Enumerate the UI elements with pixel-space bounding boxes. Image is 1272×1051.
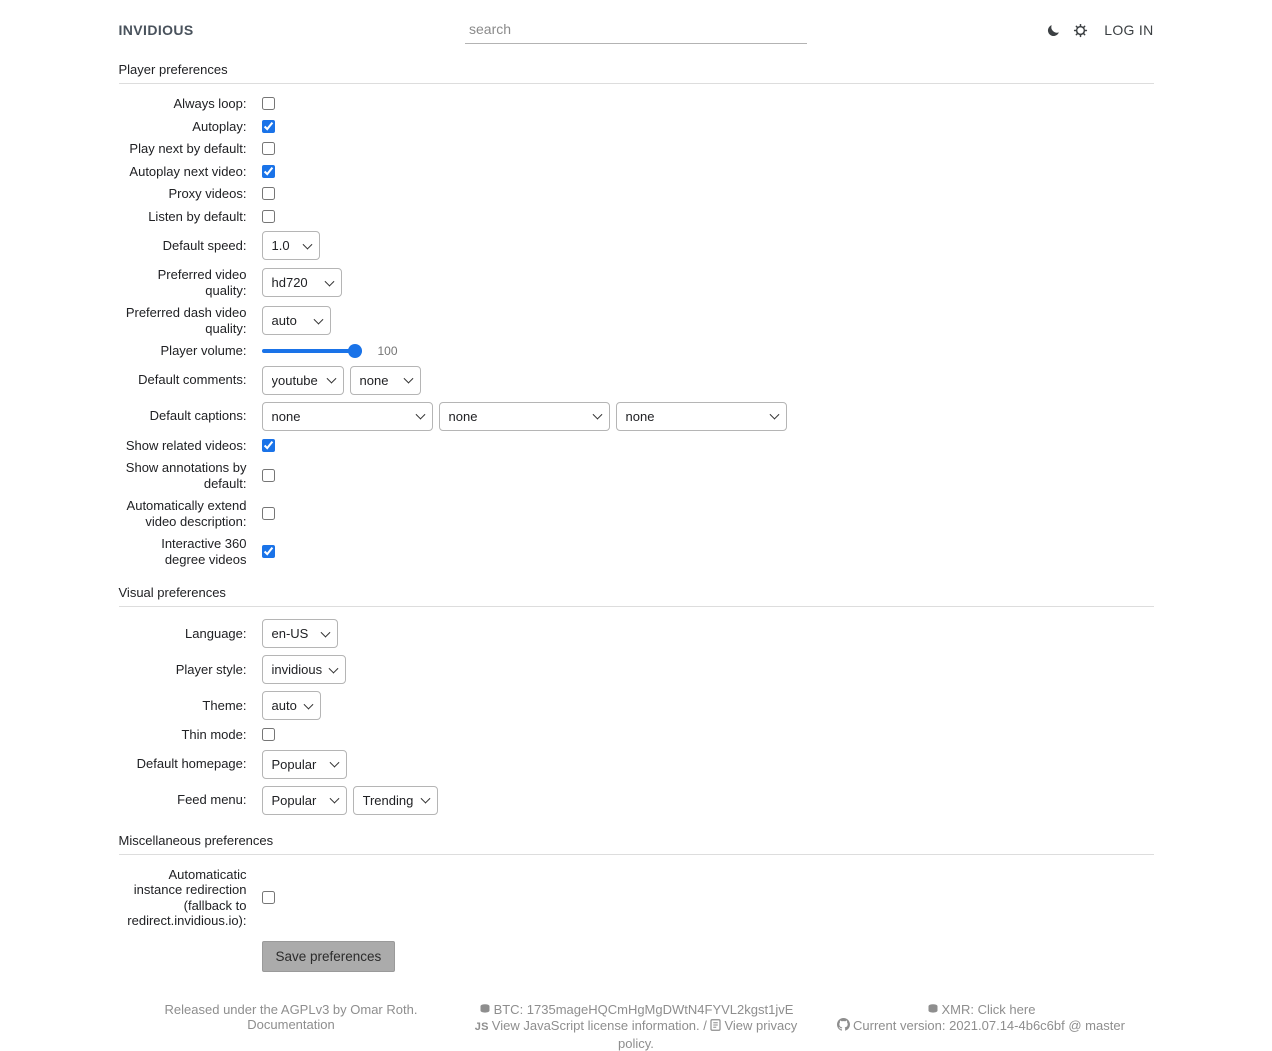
default-captions-label: Default captions: bbox=[119, 408, 247, 424]
video-quality-label: Preferred video quality: bbox=[119, 267, 247, 298]
player-volume-row bbox=[119, 343, 1154, 359]
search-input[interactable] bbox=[465, 17, 807, 44]
autoplay-next-label: Autoplay next video: bbox=[119, 164, 247, 180]
play-next-checkbox[interactable] bbox=[262, 142, 275, 155]
listen-checkbox[interactable] bbox=[262, 210, 275, 223]
comments-source-1-select[interactable] bbox=[262, 366, 344, 395]
default-speed-select[interactable] bbox=[262, 231, 320, 260]
header-actions bbox=[807, 22, 1154, 38]
dash-quality-row bbox=[119, 305, 1154, 336]
footer-right bbox=[808, 1002, 1153, 1051]
xmr-link[interactable]: Click here bbox=[978, 1002, 1036, 1017]
feed-menu-2-select[interactable] bbox=[353, 786, 438, 815]
footer-center bbox=[463, 1002, 808, 1051]
preferences-button[interactable] bbox=[1073, 23, 1088, 38]
coin-icon bbox=[479, 1003, 491, 1019]
dark-mode-toggle[interactable] bbox=[1046, 23, 1061, 38]
save-row bbox=[262, 941, 1154, 972]
annotations-row bbox=[119, 460, 1154, 491]
autoplay-next-checkbox[interactable] bbox=[262, 165, 275, 178]
coin-icon bbox=[927, 1003, 939, 1019]
footer-license-text: Released under the AGPLv3 by Omar Roth. bbox=[165, 1002, 418, 1017]
documentation-link[interactable]: Documentation bbox=[247, 1017, 334, 1032]
top-bar bbox=[119, 0, 1154, 44]
language-row bbox=[119, 619, 1154, 648]
xmr-label: XMR: bbox=[942, 1002, 978, 1017]
vr360-checkbox[interactable] bbox=[262, 545, 275, 558]
related-videos-checkbox[interactable] bbox=[262, 439, 275, 452]
default-comments-label: Default comments: bbox=[119, 372, 247, 388]
default-homepage-row bbox=[119, 750, 1154, 779]
always-loop-row bbox=[119, 96, 1154, 112]
save-preferences-button[interactable]: Save preferences bbox=[262, 941, 396, 972]
default-speed-label: Default speed: bbox=[119, 238, 247, 254]
captions-1-select[interactable] bbox=[262, 402, 433, 431]
video-quality-row bbox=[119, 267, 1154, 298]
always-loop-checkbox[interactable] bbox=[262, 97, 275, 110]
theme-select[interactable] bbox=[262, 691, 321, 720]
comments-source-2-select[interactable] bbox=[350, 366, 421, 395]
privacy-policy-link[interactable]: View privacy policy. bbox=[618, 1018, 797, 1051]
default-captions-row bbox=[119, 402, 1154, 431]
auto-redirect-checkbox[interactable] bbox=[262, 891, 275, 904]
gear-icon bbox=[1073, 23, 1088, 38]
player-preferences-heading: Player preferences bbox=[119, 62, 1154, 84]
js-license-link[interactable]: View JavaScript license information. bbox=[492, 1018, 700, 1033]
annotations-label: Show annotations by default: bbox=[119, 460, 247, 491]
listen-row bbox=[119, 209, 1154, 225]
dash-quality-label: Preferred dash video quality: bbox=[119, 305, 247, 336]
proxy-videos-row bbox=[119, 186, 1154, 202]
play-next-label: Play next by default: bbox=[119, 141, 247, 157]
default-speed-row bbox=[119, 231, 1154, 260]
vr360-row bbox=[119, 536, 1154, 567]
version-text: Current version: 2021.07.14-4b6c6bf @ master bbox=[853, 1018, 1125, 1033]
dash-quality-select[interactable] bbox=[262, 306, 331, 335]
footer-left bbox=[119, 1002, 464, 1051]
default-comments-row bbox=[119, 366, 1154, 395]
js-icon: JS bbox=[475, 1021, 489, 1033]
thin-mode-checkbox[interactable] bbox=[262, 728, 275, 741]
play-next-row bbox=[119, 141, 1154, 157]
language-select[interactable] bbox=[262, 619, 338, 648]
captions-3-select[interactable] bbox=[616, 402, 787, 431]
vr360-label: Interactive 360 degree videos bbox=[119, 536, 247, 567]
player-volume-label: Player volume: bbox=[119, 343, 247, 359]
visual-preferences-heading: Visual preferences bbox=[119, 585, 1154, 607]
extend-description-checkbox[interactable] bbox=[262, 507, 275, 520]
related-videos-row bbox=[119, 438, 1154, 454]
thin-mode-label: Thin mode: bbox=[119, 727, 247, 743]
captions-2-select[interactable] bbox=[439, 402, 610, 431]
player-style-row bbox=[119, 655, 1154, 684]
theme-row bbox=[119, 691, 1154, 720]
auto-redirect-row bbox=[119, 867, 1154, 929]
autoplay-row bbox=[119, 119, 1154, 135]
footer bbox=[119, 1002, 1154, 1051]
search-container bbox=[465, 17, 807, 44]
login-link[interactable]: LOG IN bbox=[1104, 22, 1153, 38]
btc-address-text: BTC: 1735mageHQCmHgMgDWtN4FYVL2kgst1jvE bbox=[494, 1002, 794, 1017]
language-label: Language: bbox=[119, 626, 247, 642]
annotations-checkbox[interactable] bbox=[262, 469, 275, 482]
footer-separator: / bbox=[700, 1018, 711, 1033]
autoplay-checkbox[interactable] bbox=[262, 120, 275, 133]
autoplay-next-row bbox=[119, 164, 1154, 180]
default-homepage-select[interactable] bbox=[262, 750, 347, 779]
always-loop-label: Always loop: bbox=[119, 96, 247, 112]
document-icon bbox=[710, 1019, 721, 1035]
misc-preferences-heading: Miscellaneous preferences bbox=[119, 833, 1154, 855]
related-videos-label: Show related videos: bbox=[119, 438, 247, 454]
feed-menu-label: Feed menu: bbox=[119, 792, 247, 808]
moon-icon bbox=[1046, 23, 1061, 38]
player-style-label: Player style: bbox=[119, 662, 247, 678]
player-style-select[interactable] bbox=[262, 655, 346, 684]
proxy-videos-checkbox[interactable] bbox=[262, 187, 275, 200]
default-homepage-label: Default homepage: bbox=[119, 756, 247, 772]
proxy-videos-label: Proxy videos: bbox=[119, 186, 247, 202]
player-volume-value: 100 bbox=[378, 344, 398, 358]
listen-label: Listen by default: bbox=[119, 209, 247, 225]
theme-label: Theme: bbox=[119, 698, 247, 714]
brand-logo[interactable]: INVIDIOUS bbox=[119, 22, 466, 38]
feed-menu-row bbox=[119, 786, 1154, 815]
extend-description-label: Automatically extend video description: bbox=[119, 498, 247, 529]
autoplay-label: Autoplay: bbox=[119, 119, 247, 135]
auto-redirect-label: Automaticatic instance redirection (fallback to redirect.invidious.io): bbox=[119, 867, 247, 929]
extend-description-row bbox=[119, 498, 1154, 529]
player-volume-slider[interactable] bbox=[262, 344, 362, 358]
thin-mode-row bbox=[119, 727, 1154, 743]
feed-menu-1-select[interactable] bbox=[262, 786, 347, 815]
github-icon bbox=[837, 1018, 850, 1035]
video-quality-select[interactable] bbox=[262, 268, 342, 297]
